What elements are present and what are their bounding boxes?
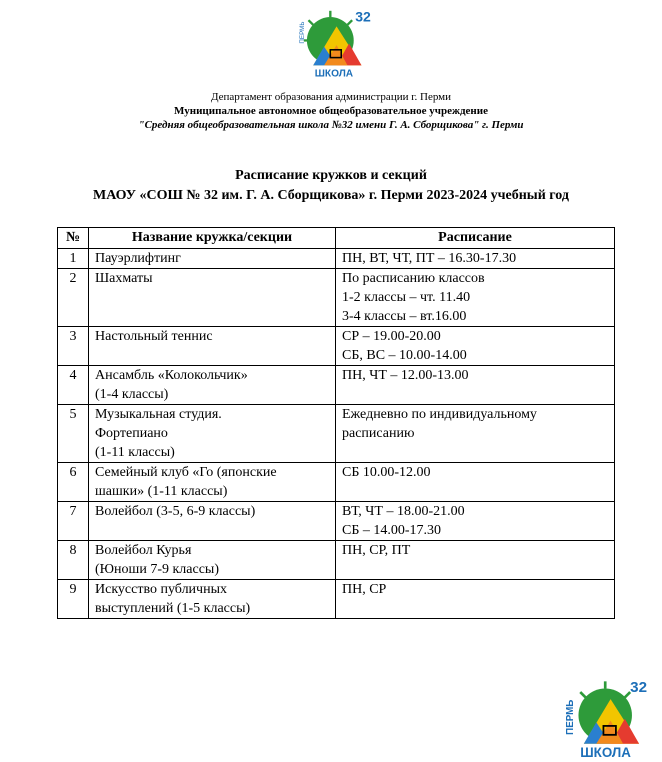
table-row [58,249,615,269]
table-body [58,249,615,619]
schedule-line: ПН, ЧТ – 12.00-13.00 [342,368,469,383]
title-line-1: Расписание кружков и секций [235,168,427,183]
document-header [0,90,662,132]
row-number: 3 [58,327,89,366]
schedule-line: СБ – 14.00-17.30 [342,523,442,538]
activity-name-line: Семейный клуб «Го (японские [95,465,277,480]
row-number: 2 [58,269,89,327]
activity-name-line: Музыкальная студия. [95,407,222,422]
activity-name [89,580,336,619]
row-number: 1 [58,249,89,269]
activity-name [89,366,336,405]
table-row [58,405,615,463]
schedule-line: ПН, СР [342,582,387,597]
activity-name-line: (1-11 классы) [95,445,175,460]
activity-schedule [336,327,615,366]
table-row [58,580,615,619]
document-title [0,166,662,206]
school-logo-bottom [556,676,658,758]
header-school-name: "Средняя общеобразовательная школа №32 имени Г. А. Сборщикова" г. Перми [138,119,524,131]
activity-schedule [336,541,615,580]
schedule-line: 3-4 классы – вт.16.00 [342,309,467,324]
table-row [58,463,615,502]
row-number: 4 [58,366,89,405]
row-number: 6 [58,463,89,502]
table-header-row [58,228,615,249]
schedule-line: Ежедневно по индивидуальному [342,407,537,422]
activity-name [89,405,336,463]
row-number: 9 [58,580,89,619]
activity-name-line: Пауэрлифтинг [95,251,181,266]
schedule-line: ВТ, ЧТ – 18.00-21.00 [342,504,465,519]
header-institution-type: Муниципальное автономное общеобразовательное учреждение [174,105,488,117]
table-row [58,502,615,541]
activity-name-line: (1-4 классы) [95,387,169,402]
activity-schedule [336,269,615,327]
activity-name-line: Фортепиано [95,426,168,441]
school-logo-top [296,6,374,78]
schedule-line: СБ 10.00-12.00 [342,465,431,480]
activity-name-line: (Юноши 7-9 классы) [95,562,219,577]
header-schedule: Расписание [336,228,615,249]
activity-schedule [336,502,615,541]
schedule-line: ПН, СР, ПТ [342,543,411,558]
schedule-line: расписанию [342,426,415,441]
activity-name-line: выступлений (1-5 классы) [95,601,251,616]
schedule-line: ПН, ВТ, ЧТ, ПТ – 16.30-17.30 [342,251,517,266]
activity-name [89,249,336,269]
activity-name [89,541,336,580]
activity-schedule [336,463,615,502]
logo-city: ПЕРМЬ [565,699,577,735]
table-row [58,327,615,366]
activity-name-line: Ансамбль «Колокольчик» [95,368,248,383]
schedule-line: СР – 19.00-20.00 [342,329,441,344]
schedule-line: 1-2 классы – чт. 11.40 [342,290,471,305]
logo-school: ШКОЛА [314,68,354,78]
activity-schedule [336,249,615,269]
header-department: Департамент образования администрации г. Перми [210,91,452,103]
table-row [58,366,615,405]
row-number: 8 [58,541,89,580]
logo-number: 32 [355,8,371,25]
row-number: 7 [58,502,89,541]
header-number: № [58,228,89,249]
activity-name-line: Волейбол Курья [95,543,192,558]
activity-schedule [336,366,615,405]
activity-name-line: Шахматы [95,271,153,286]
table-row [58,541,615,580]
activity-schedule [336,580,615,619]
schedule-table [57,227,615,619]
activity-name-line: Искусство публичных [95,582,227,597]
activity-name [89,327,336,366]
logo-school: ШКОЛА [580,745,631,758]
activity-name-line: Волейбол (3-5, 6-9 классы) [95,504,256,519]
logo-number: 32 [630,679,648,697]
row-number: 5 [58,405,89,463]
title-line-2: МАОУ «СОШ № 32 им. Г. А. Сборщикова» г. Перми 2023-2024 учебный год [93,188,569,203]
activity-name [89,269,336,327]
activity-schedule [336,405,615,463]
logo-city: ПЕРМЬ [298,21,306,44]
activity-name [89,502,336,541]
activity-name-line: Настольный теннис [95,329,213,344]
header-name: Название кружка/секции [89,228,336,249]
activity-name-line: шашки» (1-11 классы) [95,484,228,499]
schedule-line: СБ, ВС – 10.00-14.00 [342,348,467,363]
schedule-line: По расписанию классов [342,271,485,286]
activity-name [89,463,336,502]
table-row [58,269,615,327]
